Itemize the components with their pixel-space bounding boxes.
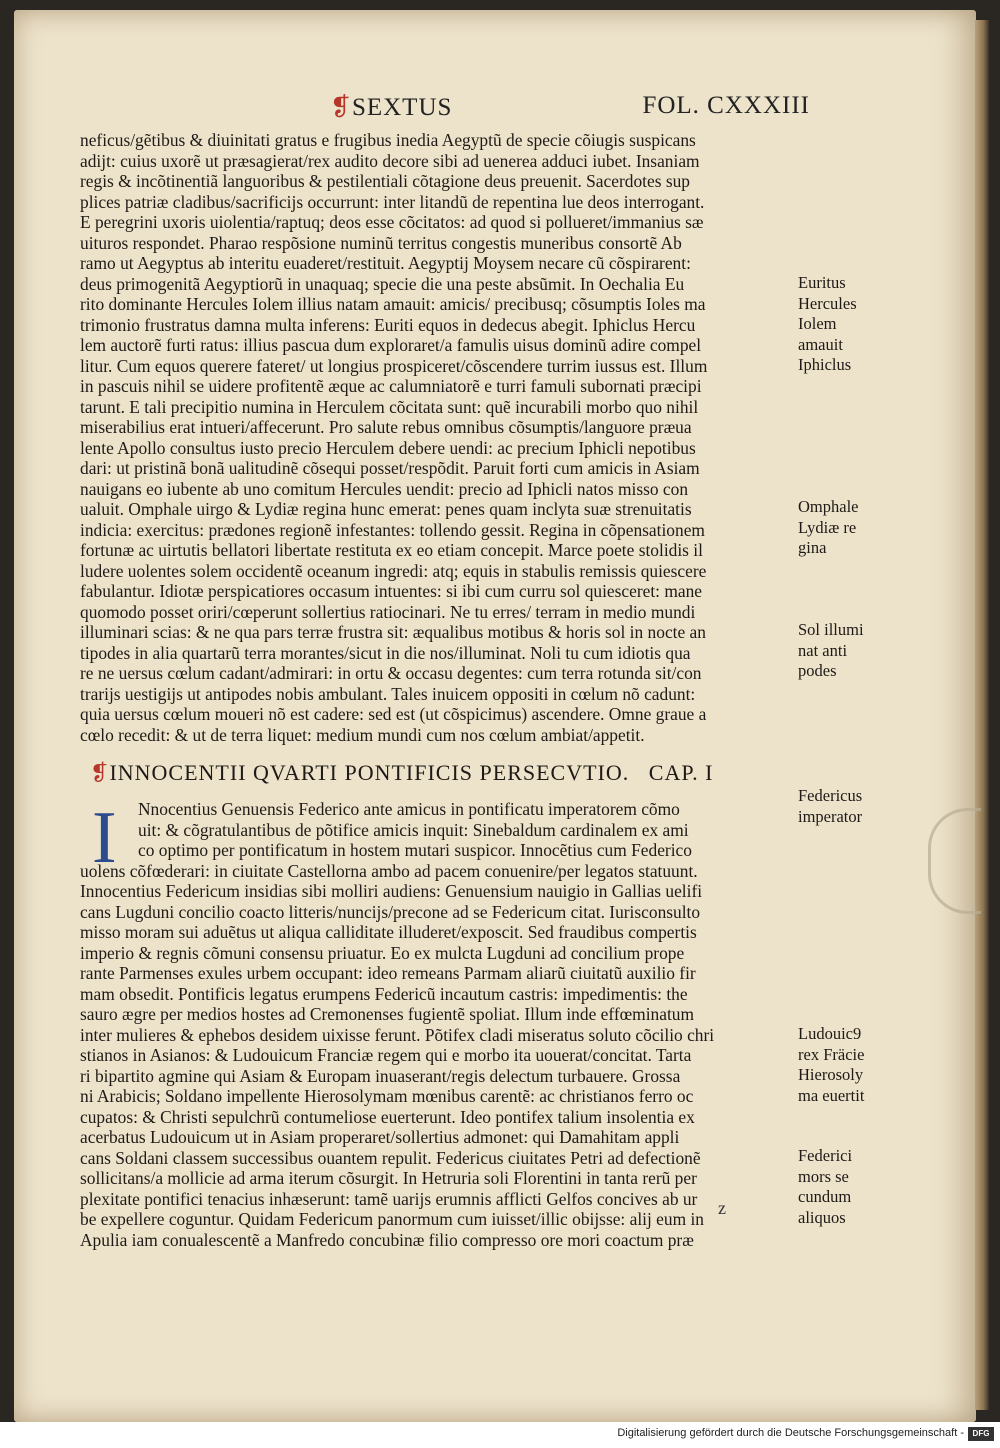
marginal-line: imperator (798, 806, 863, 826)
text-line: nauigans eo iubente ab uno comitum Hercules uendit: precio ad Iphicli natos misso con (80, 478, 689, 499)
footer-credit: Digitalisierung gefördert durch die Deutsche Forschungsgemeinschaft - (617, 1427, 964, 1439)
marginal-line: Federici (798, 1146, 853, 1165)
text-line: re ne uersus cœlum cadant/admirari: in ortu & occasu degentes: cum terra rotunda sit/con (80, 663, 702, 683)
text-line: ualuit. Omphale uirgo & Lydiæ regina hunc emerat: penes quam inclyta suæ strenuitatis (80, 499, 692, 519)
marginal-line: Sol illumi (798, 620, 864, 639)
text-line: inter mulieres & ephebos desidem uixisse ferunt. Põtifex cladi miseratus soluto cõcilio chri (80, 1024, 715, 1045)
text-line: regis & incõtinentiã languoribus & pestilentiali cõtagione deus preuenit. Sacerdotes sup (80, 171, 690, 191)
text-line: mam obsedit. Pontificis legatus erumpens Federicũ incautum castris: impedimentis: the (80, 983, 688, 1004)
text-line: fortunæ ac uirtutis bellatori libertate restituta ex eo etiam concepit. Marce poete stolidis il (80, 540, 703, 560)
text-line: acerbatus Ludouicum ut in Asiam properaret/sollertius admonet: qui Damahitam appli (80, 1127, 680, 1147)
text-line: uolens cõfœderari: in ciuitate Castellorna ambo ad pacem conuenire/per legatos statuunt. (80, 860, 698, 881)
text-line: litur. Cum equos querere fateret/ ut longius prospiceret/cõscendere turrim iussus est. Illum (80, 355, 708, 376)
marginal-line: podes (798, 661, 837, 680)
text-line: sauro ægre per medios hostes ad Cremonenses fugientẽ spoliat. Illum inde effœminatum (80, 1004, 695, 1024)
marginal-line: mors se (798, 1166, 849, 1186)
running-head-title: SEXTUS (351, 94, 453, 121)
text-line: misso moram sui aduẽtus ut aliqua calliditate illuderet/exposcit. Sed fraudibus compertis (80, 922, 697, 942)
main-text (80, 130, 792, 1250)
text-line: quia uersus cœlum moueri nõ est cadere: sed est (ut cõspicimus) ascendere. Omne graue a (80, 704, 707, 724)
marginal-note-sol (798, 620, 882, 682)
text-line: cupatos: & Christi sepulchrũ contumeliose euerterunt. Ideo pontifex talium insolentia ex (80, 1106, 695, 1127)
text-line: Nnocentius Genuensis Federico ante amicus in pontificatu imperatorem cõmo (138, 799, 680, 819)
text-line: Apulia iam conualescentẽ a Manfredo concubinæ filio compresso ore mori coactum præ (80, 1229, 694, 1250)
text-line: trimonio frustratus damna multa inferens: Euriti equos in dedecus abegit. Iphiclus Hercu (80, 314, 696, 335)
running-head (330, 92, 810, 122)
text-line: indicia: exercitus: prædones regionẽ infestantes: tollendo gessit. Regina in cõpensationem (80, 519, 705, 540)
text-line: ludere uolentes solem occidentẽ oceanum ingredi: atq; equis in stabulis remissis quiescere (80, 560, 707, 581)
marginal-line: Euritus (798, 273, 846, 292)
text-line: adijt: cuius uxorẽ ut præsagierat/rex audito decore sibi ad uenerea adduci iubet. Insaniam (80, 150, 700, 171)
marginal-line: Iolem (798, 314, 837, 333)
text-line: illuminari scias: & ne qua pars terræ frustra sit: æqualibus motibus & horis sol in nocte an (80, 622, 706, 642)
text-line: fabulantur. Idiotæ perspicatiores occasum intuentes: si ibi cum curru sol quiesceret: mane (80, 581, 703, 601)
text-line: cans Soldani classem successibus ouantem repulit. Federicus ciuitates Petri ad defectionẽ (80, 1147, 701, 1168)
marginal-line: nat anti (798, 640, 848, 660)
page-edge (975, 20, 989, 1410)
marginal-line: Hierosoly (798, 1065, 864, 1084)
text-line: E peregrini uxoris uiolentia/raptuq; deos esse cõcitatos: ad quod si pollueret/immanius sæ (80, 212, 704, 232)
paragraph-mark: ❡ (330, 94, 352, 121)
text-line: ramo ut Aegyptus ab interitu euaderet/restituit. Aegyptij Moysem necare cũ cõspirarent: (80, 253, 691, 273)
text-line: plexitate pontifici tenacius inhæserunt: tamẽ uarijs erumnis afflicti Gelfos concives ab ur (80, 1188, 698, 1209)
marginal-line: Federicus (798, 786, 863, 805)
marginal-line: amauit (798, 334, 843, 354)
marginal-line: Omphale (798, 497, 859, 516)
text-line: deus primogenitã Aegyptiorũ in unaquaq; specie die una peste absũmit. In Oechalia Eu (80, 273, 685, 294)
marginal-note-federici (798, 1146, 882, 1228)
text-line: co optimo per pontificatum in hostem mutari suspicor. Innocẽtius cum Federico (138, 840, 692, 860)
marginal-line: ma euertit (798, 1085, 865, 1105)
signature-mark: z (718, 1198, 726, 1218)
text-line: sollicitans/a mollicie ad arma iterum cõsurgit. In Hetruria soli Florentini in tanta rerũ per (80, 1168, 697, 1188)
text-line: dari: ut pristinã bonã ualitudinẽ cõsequi posset/respõdit. Paruit forti cum amicis in Asiam (80, 458, 700, 478)
text-line: lem auctorẽ furti ratus: illius pascua dum exploraret/a famulis uisus dominũ adire compel (80, 335, 702, 355)
marginal-note-federicus (798, 786, 882, 827)
text-line: be expellere coguntur. Quidam Federicum panormum cum iuisset/illic obijsse: alij eum in (80, 1209, 704, 1229)
text-line: tipodes in alia quartarũ terra morantes/sicut in die nos/illuminat. Noli tu cum idiotis qua (80, 642, 691, 663)
text-line: uituros respondet. Pharao respõsione numinũ territus congestis muneribus consortẽ Ab (80, 232, 682, 253)
marginal-note-omphale (798, 497, 882, 559)
marginal-line: aliquos (798, 1207, 846, 1227)
text-line: lente Apollo consultus iusto precio Herculem debere uendi: ac precium Iphicli nepotibus (80, 437, 696, 458)
marginal-line: rex Fräcie (798, 1044, 865, 1064)
footer-bar (0, 1422, 1000, 1448)
text-line: rante Parmenses exules urbem occupant: ideo remeans Parmam aliarũ ciuitatũ auxilio fir (80, 963, 696, 983)
marginal-line: gina (798, 538, 827, 557)
text-line: cœlo recedit: & ut de terra liquet: medium mundi cum nos cœlum ambiat/appetit. (80, 724, 645, 745)
text-line: miserabilius erat intueri/affecerunt. Pro salute rebus omnibus cõsumptis/languore præua (80, 417, 692, 437)
text-line: quomodo posset oriri/cœperunt sollertius ratiocinari. Ne tu erres/ terram in medio mundi (80, 601, 696, 622)
text-block-top (80, 130, 792, 745)
text-line: neficus/gẽtibus & diuinitati gratus e frugibus inedia Aegyptũ de specie cõiugis suspicans (80, 130, 696, 150)
decorated-initial: I (92, 797, 117, 879)
page-clip (928, 808, 981, 914)
marginal-note-ludouicus (798, 1024, 882, 1106)
text-line: in pascuis nihil se uidere profitentẽ æque ac calumniatorẽ e turri famuli subornati præcipi (80, 376, 702, 396)
heading-mark: ❡ (90, 760, 110, 785)
chapter-title: INNOCENTII QVARTI PONTIFICIS PERSECVTIO. (109, 760, 630, 785)
marginal-line: Ludouic9 (798, 1024, 862, 1043)
marginal-note-euritus (798, 273, 882, 376)
text-line: imperio & regnis cõmuni consensu priuatur. Eo ex mulcta Lugduni ad concilium prope (80, 942, 685, 963)
folio-number: FOL. CXXXIII (642, 92, 810, 119)
text-line: cans Lugduni concilio coacto litteris/nuncijs/precone ad se Federicum citat. Iurisconsulto (80, 901, 701, 922)
text-line: Innocentius Federicum insidias sibi molliri audiens: Genuensium nauigio in Gallias uelifi (80, 881, 703, 901)
marginal-line: Lydiæ re (798, 517, 857, 537)
marginal-line: Hercules (798, 293, 857, 313)
dfg-logo: DFG (968, 1427, 994, 1441)
chapter-text (80, 799, 792, 1250)
text-line: ni Arabicis; Soldano impellente Hierosolymam mœnibus carentẽ: ac christianos ferro oc (80, 1086, 694, 1106)
text-line: plices patriæ cladibus/sacrificijs occurrunt: inter litandũ de repentina lue deos interrogant. (80, 191, 705, 212)
chapter-number: CAP. I (648, 760, 714, 785)
marginal-line: Iphiclus (798, 355, 852, 374)
marginal-line: cundum (798, 1187, 852, 1206)
text-line: rito dominante Hercules Iolem illius natam amauit: amicis/ precibusq; cõsumptis Ioles ma (80, 294, 706, 314)
chapter-heading (90, 760, 792, 789)
text-line: tarunt. E tali precipitio numina in Herculem cõcitata sunt: quẽ incurabili morbo quo nihil (80, 396, 699, 417)
text-line: ri bipartito agmine qui Asiam & Europam inuaserant/regis delectum turbauere. Grossa (80, 1065, 681, 1086)
text-line: uit: & cõgratulantibus de põtifice amicis inquit: Sinebaldum cardinalem ex ami (138, 819, 689, 840)
text-line: trarijs uestigijs ut antipodes nobis ambulant. Tales inuicem oppositi in cœlum nõ cadunt: (80, 683, 696, 704)
text-block-bottom (80, 799, 792, 1250)
text-line: stianos in Asianos: & Ludouicum Franciæ regem qui e morbo ita uouerat/concitat. Tarta (80, 1045, 692, 1065)
